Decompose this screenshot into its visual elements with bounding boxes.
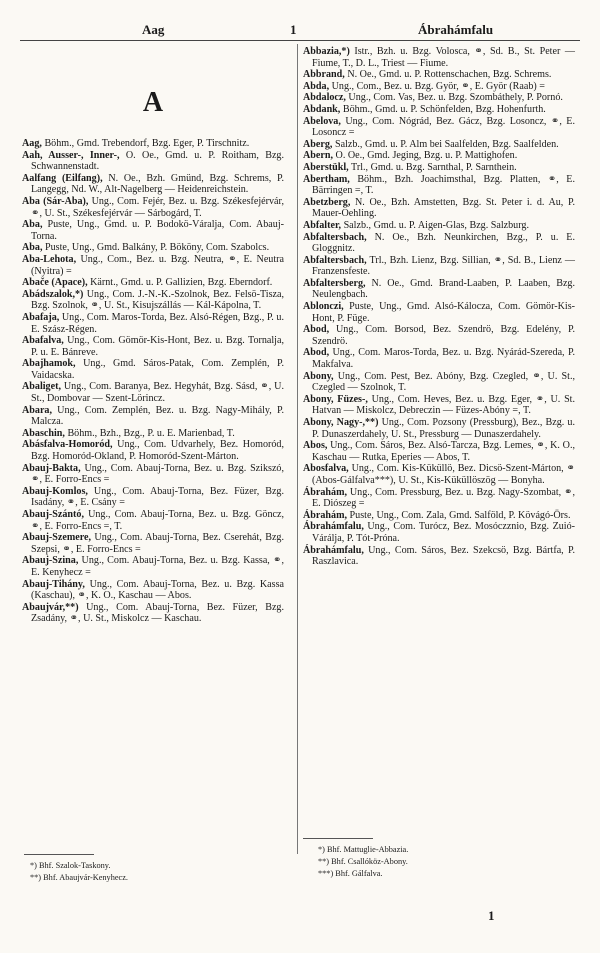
entry-text: O. Oe., Gmd. u. P. Roitham, Bzg. Schwannenstadt. [31, 149, 284, 173]
footnote: **) Bhf. Abaujvár-Kenyhecz. [30, 873, 128, 882]
gazetteer-entry [22, 196, 284, 219]
gazetteer-entry [22, 579, 284, 602]
gazetteer-entry [303, 116, 575, 139]
entry-headword: Abfalter, [303, 219, 342, 231]
gazetteer-entry [303, 150, 575, 162]
gazetteer-entry [22, 555, 284, 578]
gazetteer-entry [303, 510, 575, 522]
entry-text: Ung., Com. Nógrád, Bez. Gácz, Bzg. Losoncz, ⚭, E. Losoncz = [312, 115, 575, 139]
entry-text: Ung., Com. J.-N.-K.-Szolnok, Bez. Felsö-Tisza, Bzg. Szolnok, ⚭, U. St., Kisujszállás — Kál-Kápolna, T. [31, 288, 284, 312]
footnote: *) Bhf. Mattuglie-Abbazia. [318, 845, 409, 854]
gazetteer-entry [22, 289, 284, 312]
entry-headword: Aberg, [303, 138, 333, 150]
entry-headword: Ábrahámfalu, [303, 521, 364, 533]
entry-text: Ung., Com. Fejér, Bez. u. Bzg. Székesfejérvár, ⚭, U. St., Székesfejérvár — Sárbogárd, T. [31, 195, 284, 219]
entry-headword: Aberstükl, [303, 161, 349, 173]
entry-text: O. Oe., Gmd. Jeging, Bzg. u. P. Mattighofen. [333, 150, 518, 162]
gazetteer-entry [22, 428, 284, 440]
entry-headword: Abda, [303, 80, 330, 92]
gazetteer-entry [22, 335, 284, 358]
page-number: 1 [488, 908, 495, 923]
entry-text: Böhm., Gmd. Trebendorf, Bzg. Eger, P. Tirschnitz. [41, 138, 250, 149]
left-entries [22, 138, 284, 625]
section-letter: A [142, 87, 164, 118]
entry-headword: Abfaltersberg, [303, 277, 366, 289]
entry-text: Ung., Com. Abauj-Torna, Bez. u. Bzg. Szikszó, ⚭, E. Forro-Encs = [31, 462, 284, 486]
gazetteer-entry [303, 371, 575, 394]
entry-headword: Aba (Sár-Aba), [22, 195, 89, 207]
entry-headword: Abelova, [303, 115, 341, 127]
entry-text: Ung., Com. Borsod, Bez. Szendrö, Bzg. Edelény, P. Szendrö. [312, 324, 575, 347]
entry-headword: Abauj-Komlos, [22, 485, 88, 497]
gazetteer-entry [303, 545, 575, 568]
entry-text: Ung., Com. Pressburg, Bez. u. Bzg. Nagy-Szombat, ⚭, E. Diószeg = [312, 486, 575, 510]
entry-text: Ung., Com. Sáros, Bez. Szekcsö, Bzg. Bártfa, P. Raszlavica. [312, 544, 575, 568]
entry-headword: Abos, [303, 440, 328, 452]
footnote: *) Bhf. Szalok-Taskony. [30, 861, 111, 870]
gazetteer-entry [303, 324, 575, 347]
entry-text: N. Oe., Gmd. Brand-Laaben, P. Laaben, Bzg. Neulengbach. [312, 277, 575, 301]
entry-text: Böhm., Bzh. Joachimsthal, Bzg. Platten, ⚭, E. Bärringen =, T. [312, 173, 575, 197]
entry-headword: Ábrahám, [303, 486, 348, 498]
gazetteer-entry [303, 255, 575, 278]
entry-headword: Abfaltersbach, [303, 254, 367, 266]
entry-headword: Abfaltersbach, [303, 231, 367, 243]
entry-text: Ung., Com. Maros-Torda, Bez. Alsó-Régen, Bzg., P. u. E. Szász-Régen. [31, 311, 284, 335]
entry-headword: Abaujvár,**) [22, 601, 79, 613]
footnote: **) Bhf. Csallóköz-Abony. [318, 857, 408, 866]
entry-text: Ung., Com. Gömör-Kis-Hont, Bez. u. Bzg. Tornalja, P. u. E. Bánreve. [31, 335, 284, 358]
entry-text: Ung., Com. Turócz, Bez. Mosóczznio, Bzg. Zuió-Várálja, P. Tót-Próna. [312, 521, 575, 544]
entry-text: Ung., Com. Abauj-Torna, Bez. u. Bzg. Kassa (Kaschau), ⚭, K. O., Kaschau — Abos. [31, 578, 284, 602]
entry-headword: Aalfang (Eilfang), [22, 172, 103, 184]
entry-text: Ung., Com. Pest, Bez. Abóny, Bzg. Czegled, ⚭, U. St., Czegled — Szolnok, T. [312, 370, 575, 394]
left-column [22, 46, 284, 625]
gazetteer-entry [303, 440, 575, 463]
header-left-guideword: Aag [142, 22, 165, 37]
entry-headword: Abafalva, [22, 335, 64, 347]
entry-text: N. Oe., Gmd. u. P. Rottenschachen, Bzg. Schrems. [344, 69, 552, 81]
entry-headword: Aah, Ausser-, Inner-, [22, 149, 120, 161]
entry-text: Ung., Com. Heves, Bez. u. Bzg. Eger, ⚭, U. St. Hatvan — Miskolcz, Debreczin — Füzes-Abóny =, T. [312, 393, 576, 417]
entry-headword: Abod, [303, 324, 330, 336]
gazetteer-entry [22, 312, 284, 335]
gazetteer-entry [303, 220, 575, 232]
gazetteer-entry [22, 219, 284, 242]
footnote-rule-right [303, 838, 373, 839]
entry-text: Trl., Gmd. u. Bzg. Sarnthal, P. Sarnthein. [348, 161, 517, 173]
entry-text: Ung., Com. Abauj-Torna, Bez. u. Bzg. Kassa, ⚭, E. Kenyhecz = [31, 555, 284, 578]
entry-text: Ung., Com. Maros-Torda, Bez. u. Bzg. Nyárád-Szereda, P. Makfalva. [312, 347, 575, 371]
entry-headword: Abony, [303, 370, 334, 382]
footnote: ***) Bhf. Gálfalva. [318, 869, 383, 878]
entry-text: Ung., Com. Abauj-Torna, Bez. u. Bzg. Göncz, ⚭, E. Forro-Encs =, T. [31, 509, 284, 532]
entry-text: Ung., Com. Baranya, Bez. Hegyhát, Bzg. Sásd, ⚭, U. St., Dombovar — Szent-Lörincz. [31, 381, 284, 405]
right-entries [303, 46, 575, 568]
gazetteer-entry [22, 173, 284, 196]
entry-headword: Aba, [22, 242, 43, 254]
entry-headword: Abern, [303, 150, 334, 162]
entry-text: N. Oe., Bzh. Amstetten, Bzg. St. Peter i. d. Au, P. Mauer-Oehling. [312, 196, 575, 220]
gazetteer-entry [303, 174, 575, 197]
entry-text: Puste, Ung., Gmd. Balkány, P. Bököny, Com. Szabolcs. [42, 242, 270, 254]
entry-headword: Abádszalok,*) [22, 288, 84, 300]
entry-text: Ung., Com. Abauj-Torna, Bez. Füzer, Bzg. Isadány, ⚭, E. Csány = [31, 485, 284, 509]
entry-headword: Abosfalva, [303, 463, 349, 475]
gazetteer-entry [22, 138, 284, 150]
entry-headword: Abdank, [303, 103, 341, 115]
entry-headword: Ábrahámfalu, [303, 544, 364, 556]
gazetteer-entry [22, 405, 284, 428]
gazetteer-entry [303, 92, 575, 104]
entry-headword: Aag, [22, 138, 42, 149]
gazetteer-entry [22, 381, 284, 404]
gazetteer-entry [22, 602, 284, 625]
header-rule [20, 40, 580, 41]
gazetteer-entry [22, 277, 284, 289]
entry-text: Ung., Com. Zemplén, Bez. u. Bzg. Nagy-Mihály, P. Malcza. [31, 404, 284, 428]
entry-text: Istr., Bzh. u. Bzg. Volosca, ⚭, Sd. B., St. Peter — Fiume, T., D. L., Triest — Fiume. [312, 46, 575, 69]
gazetteer-entry [22, 242, 284, 254]
entry-headword: Abony, Nagy-,**) [303, 417, 379, 428]
entry-headword: Ábrahám, [303, 509, 348, 521]
gazetteer-entry [22, 358, 284, 381]
entry-headword: Abafaja, [22, 311, 60, 323]
gazetteer-entry [303, 278, 575, 301]
footnotes-left [30, 860, 128, 884]
entry-text: Ung., Com. Kis-Küküllö, Bez. Dicsö-Szent-Márton, ⚭ (Abos-Gálfalva***), U. St., Kis-Küküllöszög — Bonyha. [312, 463, 575, 486]
gazetteer-entry [303, 81, 575, 93]
entry-text: Böhm., Bzh., Bzg., P. u. E. Marienbad, T. [64, 427, 235, 439]
column-divider [297, 44, 298, 854]
entry-headword: Abaliget, [22, 381, 61, 393]
entry-headword: Abauj-Szemere, [22, 532, 92, 544]
entry-headword: Abbazia,*) [303, 46, 350, 57]
entry-text: Trl., Bzh. Lienz, Bzg. Sillian, ⚭, Sd. B., Lienz — Franzensfeste. [312, 254, 575, 278]
entry-headword: Abbrand, [303, 69, 345, 81]
header-page-number: 1 [290, 22, 297, 37]
gazetteer-entry [303, 232, 575, 255]
gazetteer-entry [303, 46, 575, 69]
entry-headword: Aba-Lehota, [22, 253, 77, 265]
gazetteer-entry [303, 417, 575, 440]
entry-headword: Abauj-Bakta, [22, 462, 81, 474]
entry-text: Ung., Com. Abauj-Torna, Bez. Cserehát, Bzg. Szepsi, ⚭, E. Forro-Encs = [31, 532, 284, 555]
entry-text: Puste, Ung., Gmd. u. P. Bodokö-Váralja, Com. Abauj-Torna. [31, 219, 284, 242]
entry-headword: Abauj-Szántó, [22, 509, 84, 520]
gazetteer-entry [22, 486, 284, 509]
entry-text: Salzb., Gmd. u. P. Alm bei Saalfelden, Bzg. Saalfelden. [332, 138, 559, 150]
footnotes-right [318, 844, 408, 880]
entry-headword: Abásfalva-Homoród, [22, 439, 113, 451]
entry-text: N. Oe., Bzh. Gmünd, Bzg. Schrems, P. Langegg, Nd. W., Alt-Nagelberg — Heidenreichstein. [31, 172, 285, 196]
gazetteer-entry [303, 162, 575, 174]
gazetteer-entry [22, 509, 284, 532]
entry-text: Puste, Ung., Com. Zala, Gmd. Salföld, P. Kövágó-Örs. [347, 509, 571, 521]
entry-headword: Abauj-Szina, [22, 555, 79, 567]
entry-text: Ung., Com. Sáros, Bez. Alsó-Tarcza, Bzg. Lemes, ⚭, K. O., Kaschau — Rutka, Eperies — Abos, T. [312, 440, 575, 463]
entry-headword: Ablonczi, [303, 301, 344, 313]
entry-text: Ung., Com. Abauj-Torna, Bez. Füzer, Bzg. Zsadány, ⚭, U. St., Miskolcz — Kaschau. [31, 601, 284, 625]
entry-text: Ung., Com., Bez. u. Bzg. Neutra, ⚭, E. Neutra (Nyitra) = [31, 253, 284, 277]
gazetteer-entry [303, 521, 575, 544]
entry-text: Ung., Com., Bez. u. Bzg. Györ, ⚭, E. Györ (Raab) = [329, 80, 545, 92]
entry-text: Ung., Com. Udvarhely, Bez. Homoród, Bzg. Homoród-Okland, P. Homoród-Szent-Márton. [31, 439, 284, 463]
entry-headword: Abara, [22, 404, 53, 416]
gazetteer-entry [22, 532, 284, 555]
entry-text: Puste, Ung., Gmd. Alsó-Kálocza, Com. Gömör-Kis-Hont, P. Füge. [312, 301, 575, 324]
entry-headword: Abod, [303, 347, 330, 359]
gazetteer-entry [303, 104, 575, 116]
header-right-guideword: Ábrahámfalu [418, 22, 494, 37]
gazetteer-entry [303, 301, 575, 324]
gazetteer-entry [22, 439, 284, 462]
gazetteer-entry [303, 463, 575, 486]
entry-text: Ung., Gmd. Sáros-Patak, Com. Zemplén, P. Vaidacska. [31, 358, 284, 381]
gazetteer-entry [22, 254, 284, 277]
entry-headword: Abertham, [303, 173, 350, 185]
entry-headword: Abače (Apace), [22, 277, 88, 289]
entry-headword: Abdalocz, [303, 92, 346, 104]
entry-text: Böhm., Gmd. u. P. Schönfelden, Bzg. Hohenfurth. [340, 103, 546, 115]
gazetteer-entry [22, 150, 284, 173]
entry-text: N. Oe., Bzh. Neunkirchen, Bzg., P. u. E. Gloggnitz. [312, 231, 575, 255]
entry-text: Salzb., Gmd. u. P. Aigen-Glas, Bzg. Salzburg. [341, 219, 529, 231]
gazetteer-entry [303, 69, 575, 81]
entry-headword: Abaschin, [22, 427, 65, 439]
gazetteer-entry [303, 394, 575, 417]
running-header [20, 22, 580, 42]
entry-text: Kärnt., Gmd. u. P. Gallizien, Bzg. Eberndorf. [87, 277, 273, 289]
entry-text: Ung., Com. Vas, Bez. u. Bzg. Szombáthely, P. Pornó. [345, 92, 563, 104]
gazetteer-entry [303, 487, 575, 510]
entry-headword: Abetzberg, [303, 196, 351, 208]
entry-text: Ung., Com. Pozsony (Pressburg), Bez., Bzg. u. P. Dunaszerdahely, U. St., Pressburg — Dunaszerdahely. [312, 417, 575, 440]
gazetteer-entry [303, 197, 575, 220]
right-column [303, 46, 575, 568]
entry-headword: Abajhamok, [22, 358, 76, 370]
gazetteer-entry [303, 347, 575, 370]
entry-headword: Aba, [22, 219, 43, 231]
gazetteer-entry [303, 139, 575, 151]
entry-headword: Abauj-Tihány, [22, 578, 85, 590]
gazetteer-entry [22, 463, 284, 486]
entry-headword: Abony, Füzes-, [303, 393, 368, 405]
footnote-rule-left [24, 854, 94, 855]
